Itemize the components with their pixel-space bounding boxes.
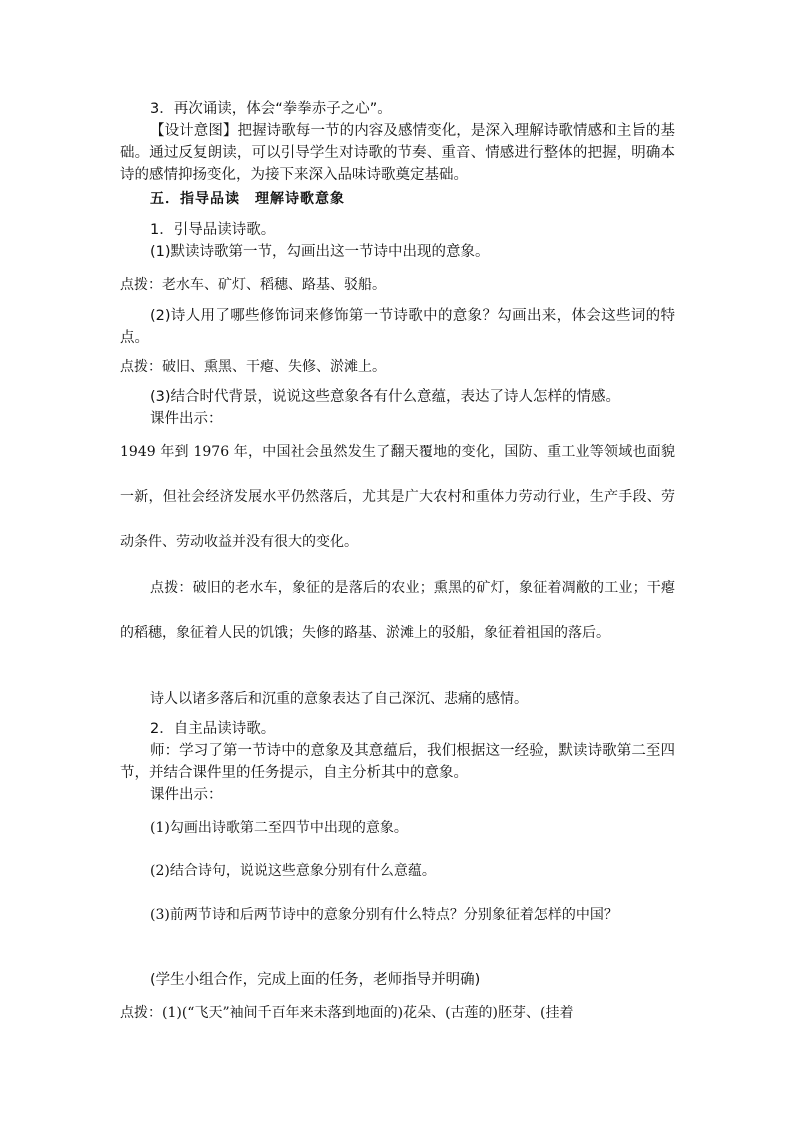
hint-1: 点拨：老水车、矿灯、稻穗、路基、驳船。: [120, 277, 386, 293]
step-2-self-reading: 2．自主品读诗歌。: [150, 721, 276, 737]
section-heading-five: 五．指导品读 理解诗歌意象: [150, 191, 345, 207]
task-1: (1)勾画出诗歌第二至四节中出现的意象。: [150, 820, 408, 836]
courseware-label-1: 课件出示：: [150, 411, 223, 427]
historical-background: 1949 年到 1976 年，中国社会虽然发生了翻天覆地的变化，国防、重工业等领域也面貌一新，但社会经济发展水平仍然落后，尤其是广大农村和重体力劳动行业，生产手段、劳动条件、劳动收益并没有很大的变化。: [120, 444, 675, 550]
courseware-label-2: 课件出示：: [150, 787, 223, 803]
hint-2: 点拨：破旧、熏黑、干瘪、失修、淤滩上。: [120, 359, 386, 375]
step-3-reread: 3．再次诵读，体会“拳拳赤子之心”。: [150, 101, 392, 117]
hint-4: 点拨：(1)(“飞天”袖间千百年来未落到地面的)花朵、(古莲的)胚芽、(挂着: [120, 1005, 574, 1021]
poet-emotion-summary: 诗人以诸多落后和沉重的意象表达了自己深沉、悲痛的感情。: [150, 691, 528, 707]
question-1: (1)默读诗歌第一节，勾画出这一节诗中出现的意象。: [150, 244, 490, 260]
group-work-note: (学生小组合作，完成上面的任务，老师指导并明确): [150, 972, 481, 988]
task-2: (2)结合诗句，说说这些意象分别有什么意蕴。: [150, 863, 436, 879]
step-1-guided-reading: 1．引导品读诗歌。: [150, 222, 276, 238]
hint-3: 点拨：破旧的老水车，象征的是落后的农业；熏黑的矿灯，象征着凋敝的工业；干瘪的稻穗，象征着人民的饥饿；失修的路基、淤滩上的驳船，象征着祖国的落后。: [120, 580, 675, 641]
task-3: (3)前两节诗和后两节诗中的意象分别有什么特点？分别象征着怎样的中国？: [150, 907, 618, 923]
question-2: (2)诗人用了哪些修饰词来修饰第一节诗歌中的意象？勾画出来，体会这些词的特点。: [120, 308, 675, 346]
design-intent-paragraph: 【设计意图】把握诗歌每一节的内容及感情变化，是深入理解诗歌情感和主旨的基础。通过反复朗读，可以引导学生对诗歌的节奏、重音、情感进行整体的把握，明确本诗的感情抑扬变化，为接下来深入品味诗歌奠定基础。: [120, 123, 675, 183]
question-3: (3)结合时代背景，说说这些意象各有什么意蕴，表达了诗人怎样的情感。: [150, 389, 621, 405]
teacher-instruction: 师：学习了第一节诗中的意象及其意蕴后，我们根据这一经验，默读诗歌第二至四节，并结合课件里的任务提示，自主分析其中的意象。: [120, 743, 675, 781]
